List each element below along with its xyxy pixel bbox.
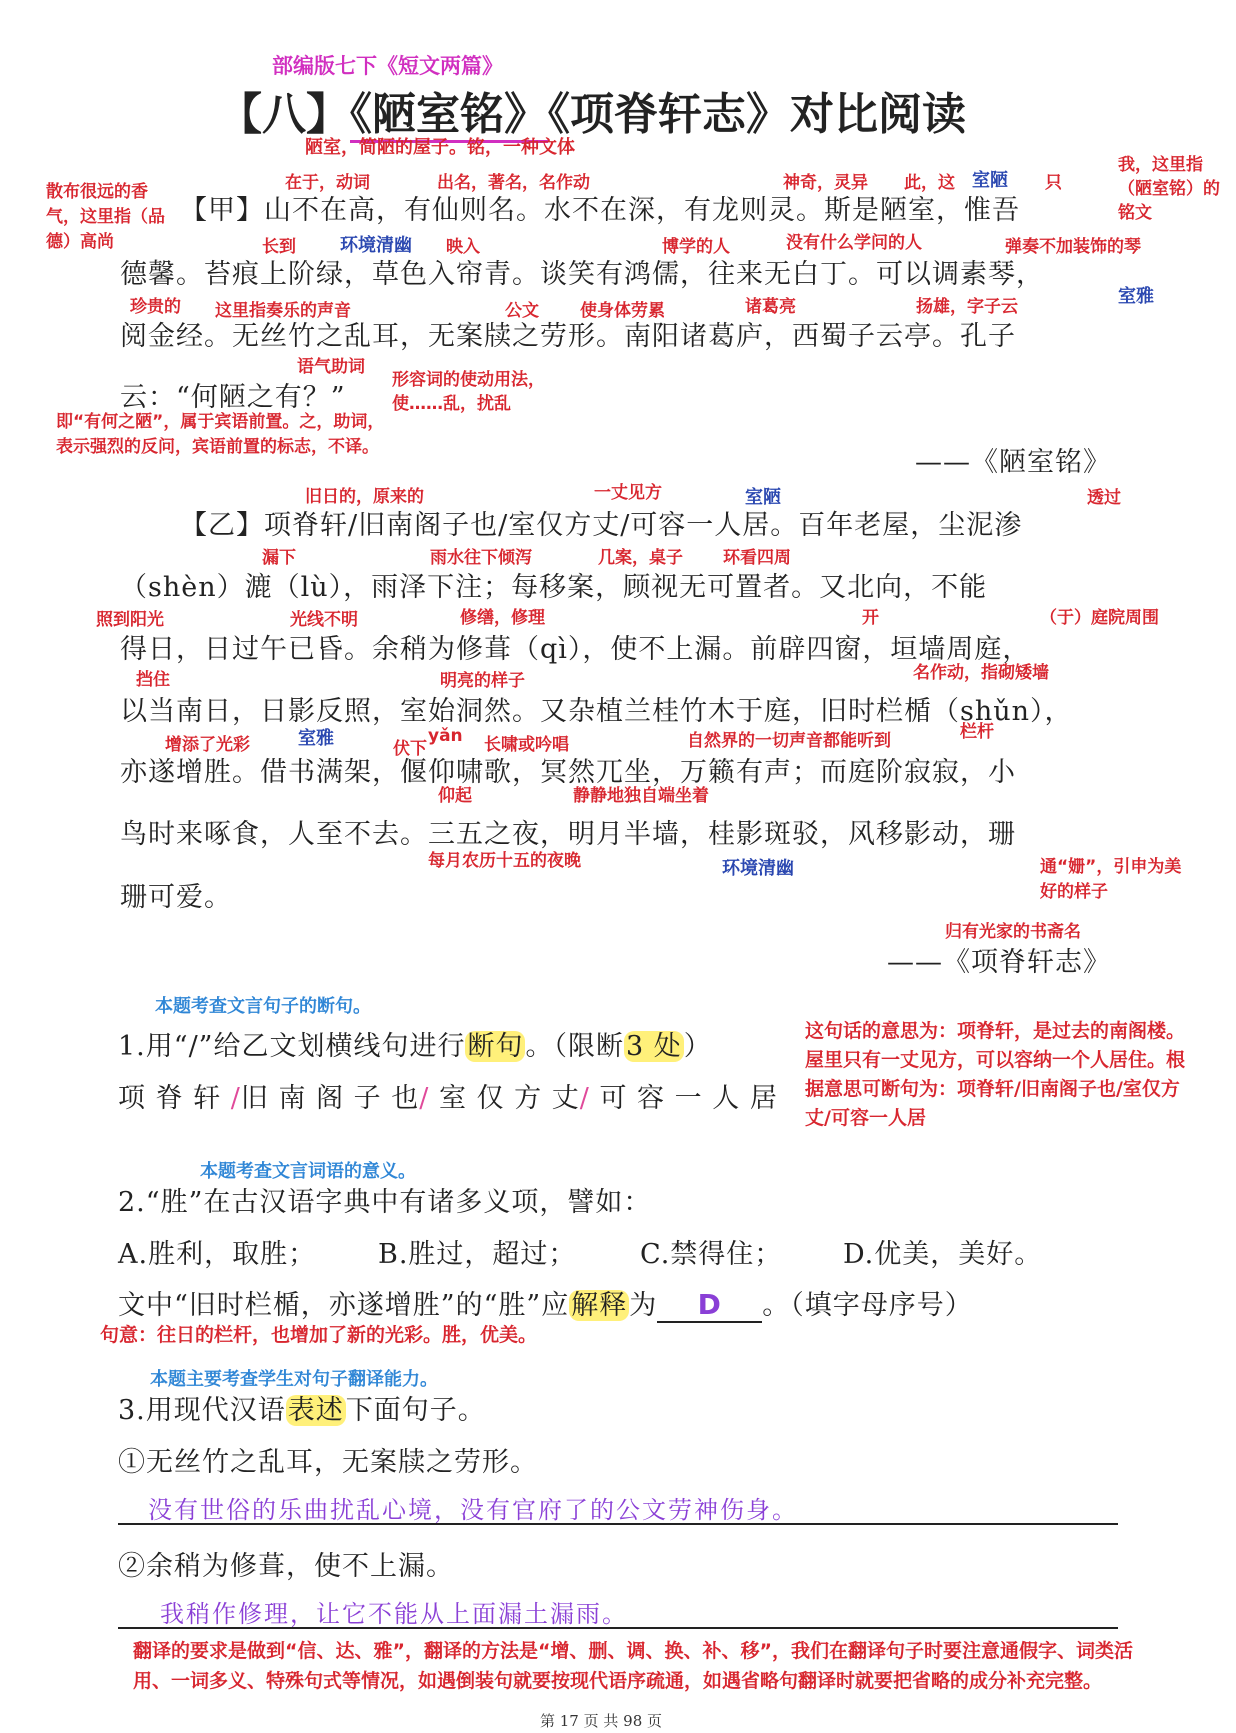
q3-stem-hl: 表述 [287,1395,344,1426]
note-guangxian: 光线不明 [290,610,358,630]
note-yushui: 雨水往下倾泻 [430,548,532,568]
yi-label: 【乙】 [180,510,264,541]
q2-note: 句意：往日的栏杆，也增加了新的光彩。胜，优美。 [100,1324,538,1346]
q2-option-c: C.禁得住； [640,1239,783,1270]
note-jingjing: 静静地独自端坐着 [573,786,709,806]
note-huankan: 环看四周 [723,548,791,568]
q3-stem-b: 下面句子。 [345,1395,486,1426]
note-langan: 栏杆 [960,722,994,742]
jia-label: 【甲】 [180,195,264,226]
note-jiyu: 即“有何之陋”，属于宾语前置。之，助词，表示强烈的反问，宾语前置的标志，不译。 [56,412,385,457]
q2-question [118,1283,973,1323]
q3-sentence-2: ②余稍为修葺，使不上漏。 [118,1551,454,1582]
note-dangzhu: 挡住 [136,670,170,690]
note-ming: 出名，著名，名作动 [437,173,590,193]
q2-option-b: B.胜过，超过； [378,1239,577,1270]
q3-note: 翻译的要求是做到“信、达、雅”，翻译的方法是“增、删、调、换、补、移”，我们在翻译句子时要注意通假字、词类活用、一词多义、特殊句式等情况，如遇倒装句就要按现代语序疏通，如遇省略句翻译时就要把省略的成分补充完整。 [133,1640,1133,1692]
note-yingru: 映入 [446,237,480,257]
yi-line2: （shèn）漉（lù），雨泽下注；每移案，顾视无可置者。又北向，不能 [120,572,988,603]
q3-answer-line-1 [118,1523,1118,1525]
note-tingyuan: （于）庭院周围 [1040,608,1159,628]
note-xiushan: 修缮，修理 [460,608,545,628]
note-meiyue: 每月农历十五的夜晚 [428,851,581,871]
note-zaiyu: 在于，动词 [285,173,370,193]
note-xiang: 散布很远的香气，这里指（品德）高尚 [46,182,165,252]
yi-line4: 以当南日，日影反照，室始洞然。又杂植兰桂竹木于庭，旧时栏楯（shǔn）， [120,696,1073,727]
jia-line3: 阅金经。无丝竹之乱耳，无案牍之劳形。南阳诸葛庐，西蜀子云亭。孔子 [120,321,1016,352]
note-zengtian: 增添了光彩 [165,735,250,755]
note-jiude: 旧日的，原来的 [305,487,424,507]
yi-source: ——《项脊轩志》 [887,947,1111,978]
q2-answer[interactable]: D [657,1288,762,1323]
q1-text-c: ） [683,1031,712,1062]
q2-q-c: 。（填字母序号） [762,1290,973,1321]
title-prefix: 【八】 [218,89,350,140]
note-boxue: 博学的人 [662,237,730,257]
note-zhangdao: 长到 [262,237,296,257]
q2-q-a: 文中“旧时栏楯，亦遂增胜”的“胜”应 [118,1290,570,1321]
note-shiya-jia: 室雅 [1118,286,1154,307]
title-work2: 《项脊轩志》对比阅读 [548,89,966,140]
q2-stem: 2.“胜”在古汉语字典中有诸多义项，譬如： [118,1187,652,1218]
note-louxia: 漏下 [262,548,296,568]
note-shilou-yi: 室陋 [745,487,781,508]
jia-source: ——《陋室铭》 [915,447,1111,478]
note-ziranjie: 自然界的一切声音都能听到 [687,731,891,751]
title-note: 陋室，简陋的屋子。铭，一种文体 [305,137,575,158]
q1-note: 这句话的意思为：项脊轩，是过去的南阁楼。屋里只有一丈见方，可以容纳一个人居住。根据意思可断句为：项脊轩/旧南阁子也/室仅方丈/可容一人居 [805,1020,1186,1129]
note-changxiao: 长啸或吟唱 [484,735,569,755]
yi-line1 [180,503,1022,542]
q1-text-hl: 断句 [467,1031,524,1062]
note-shiya-yi: 室雅 [298,728,334,749]
yi-text-1: 项脊轩/旧南阁子也/室仅方丈/可容一人居。百年老屋，尘泥渗 [264,510,1023,541]
note-yuqi: 语气助词 [297,357,365,377]
q3-stem-a: 3.用现代汉语 [118,1395,286,1426]
note-huanjing-yi: 环境清幽 [722,858,794,879]
q3-answer-2: 我稍作修理，让它不能从上面漏土漏雨。 [160,1600,628,1628]
note-cizhe: 此，这 [904,173,955,193]
note-laolei: 使身体劳累 [580,301,665,321]
jia-line1 [180,188,1020,227]
title-work1: 《陋室铭》 [350,89,548,143]
q3-sentence-1: ①无丝竹之乱耳，无案牍之劳形。 [118,1447,538,1478]
note-huanjing-jia: 环境清幽 [340,235,412,256]
note-yangxiong: 扬雄，字子云 [916,297,1018,317]
q1-text-b: 。（限断 [525,1031,624,1062]
note-mingzuodong: 名作动，指砌矮墙 [913,663,1049,683]
q3-answer-line-2 [118,1627,1118,1629]
page-number: 第 17 页 共 98 页 [540,1712,663,1730]
q2-option-d: D.优美，美好。 [843,1239,1043,1270]
series-note: 部编版七下《短文两篇》 [272,54,503,78]
yi-line6: 鸟时来啄食，人至不去。三五之夜，明月半墙，桂影斑驳，风移影动，珊 [120,819,1016,850]
note-yan: yǎn [428,726,463,746]
jia-line2: 德馨。苔痕上阶绿，草色入帘青。谈笑有鸿儒，往来无白丁。可以调素琴， [120,259,1044,290]
note-gongwen: 公文 [505,301,539,321]
q1-answer: 项 脊 轩 /旧 南 阁 子 也/ 室 仅 方 丈/ 可 容 一 人 居 [118,1083,778,1114]
note-tanzou: 弹奏不加装饰的琴 [1005,237,1141,257]
note-zhi: 只 [1045,173,1062,193]
note-zhengui: 珍贵的 [130,297,181,317]
q3-answer-1: 没有世俗的乐曲扰乱心境，没有官府了的公文劳神伤身。 [148,1496,798,1524]
q1-text-a: 1.用“/”给乙文划横线句进行 [118,1031,466,1062]
note-tongshan: 通“姗”，引申为美好的样子 [1040,857,1182,902]
q2-q-b: 为 [629,1290,658,1321]
q3-stem [118,1388,486,1427]
note-yizhang: 一丈见方 [594,483,662,503]
note-zhaodao: 照到阳光 [96,610,164,630]
q1-tag: 本题考查文言句子的断句。 [155,996,371,1017]
q2-q-hl: 解释 [571,1290,628,1321]
note-mingliang: 明亮的样子 [440,671,525,691]
note-fuxia: 伏下 [393,739,427,759]
note-meiyou: 没有什么学问的人 [786,233,922,253]
yi-line5: 亦遂增胜。借书满架，偃仰啸歌，冥然兀坐，万籁有声；而庭阶寂寂，小 [120,757,1016,788]
note-jian: 几案，桌子 [598,548,683,568]
note-yangqi: 仰起 [438,786,472,806]
jia-text-1: 山不在高，有仙则名。水不在深，有龙则灵。斯是陋室，惟吾 [264,195,1020,226]
note-wo: 我，这里指（陋室铭）的铭文 [1118,155,1220,223]
yi-line7: 珊可爱。 [120,882,232,913]
q2-tag: 本题考查文言词语的意义。 [200,1161,416,1182]
q1-stem [118,1024,712,1063]
note-shenqi: 神奇，灵异 [783,173,868,193]
jia-line4: 云：“何陋之有？” [120,382,346,413]
note-shilou-jia: 室陋 [972,170,1008,191]
note-guiyou: 归有光家的书斋名 [945,922,1081,942]
q3-tag: 本题主要考查学生对句子翻译能力。 [150,1369,438,1390]
note-zhuge: 诸葛亮 [745,297,796,317]
yi-line3: 得日，日过午已昏。余稍为修葺（qì），使不上漏。前辟四窗，垣墙周庭， [120,634,1031,665]
note-zouyue: 这里指奏乐的声音 [215,301,351,321]
q2-option-a: A.胜利，取胜； [118,1239,317,1270]
note-kai: 开 [862,608,879,628]
note-shidong: 形容词的使动用法，使……乱，扰乱 [392,370,545,414]
note-touguo: 透过 [1087,488,1121,508]
q1-text-num: 3 处 [625,1031,682,1062]
